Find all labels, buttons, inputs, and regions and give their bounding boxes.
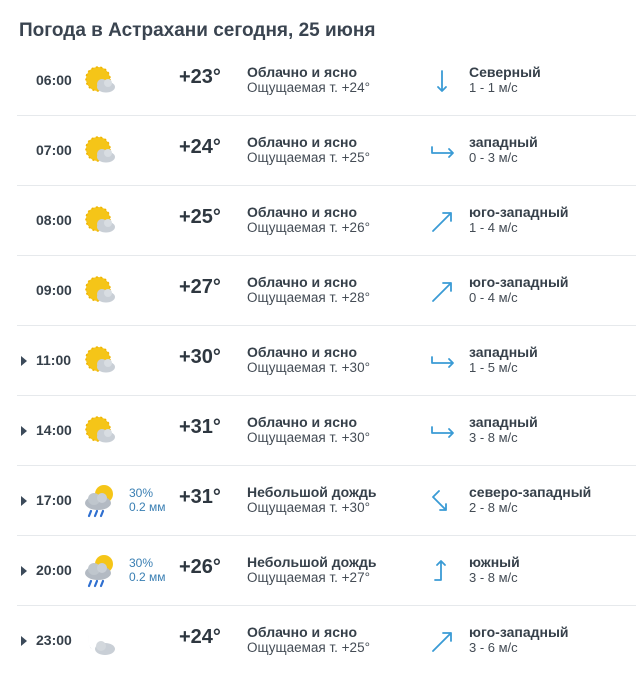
wind-arrow-right-icon <box>427 416 457 446</box>
precip-amount: 0.2 мм <box>129 570 166 584</box>
feels-like-text: Ощущаемая т. +26° <box>247 220 370 235</box>
expand-caret-icon[interactable] <box>21 566 27 576</box>
condition-text: Облачно и ясно <box>247 274 358 290</box>
forecast-row[interactable] <box>17 606 636 675</box>
forecast-time: 07:00 <box>36 142 72 158</box>
forecast-row[interactable] <box>17 536 636 606</box>
wind-arrow-up-right-icon <box>427 276 457 306</box>
wind-direction: юго-западный <box>469 204 569 220</box>
forecast-row <box>17 46 636 116</box>
partly-cloudy-sun-icon <box>81 342 119 380</box>
forecast-time: 20:00 <box>36 562 72 578</box>
expand-caret-icon[interactable] <box>21 426 27 436</box>
forecast-row <box>17 256 636 326</box>
temperature: +26° <box>179 556 221 578</box>
page-title: Погода в Астрахани сегодня, 25 июня <box>19 20 376 41</box>
forecast-time: 09:00 <box>36 282 72 298</box>
condition-text: Небольшой дождь <box>247 484 377 500</box>
forecast-time: 11:00 <box>36 352 72 368</box>
wind-direction: западный <box>469 344 538 360</box>
feels-like-text: Ощущаемая т. +24° <box>247 80 370 95</box>
forecast-time: 17:00 <box>36 492 72 508</box>
partly-cloudy-sun-icon <box>81 412 119 450</box>
forecast-time: 14:00 <box>36 422 72 438</box>
temperature: +31° <box>179 486 221 508</box>
wind-speed: 3 - 6 м/с <box>469 640 518 655</box>
feels-like-text: Ощущаемая т. +25° <box>247 150 370 165</box>
wind-direction: западный <box>469 134 538 150</box>
temperature: +24° <box>179 626 221 648</box>
wind-speed: 2 - 8 м/с <box>469 500 518 515</box>
wind-direction: юго-западный <box>469 274 569 290</box>
partly-cloudy-sun-icon <box>81 202 119 240</box>
temperature: +31° <box>179 416 221 438</box>
condition-text: Облачно и ясно <box>247 414 358 430</box>
wind-arrow-right-icon <box>427 136 457 166</box>
wind-speed: 3 - 8 м/с <box>469 570 518 585</box>
forecast-row <box>17 186 636 256</box>
wind-speed: 0 - 4 м/с <box>469 290 518 305</box>
feels-like-text: Ощущаемая т. +25° <box>247 640 370 655</box>
partly-cloudy-sun-icon <box>81 132 119 170</box>
wind-direction: западный <box>469 414 538 430</box>
feels-like-text: Ощущаемая т. +28° <box>247 290 370 305</box>
forecast-row[interactable] <box>17 466 636 536</box>
condition-text: Облачно и ясно <box>247 204 358 220</box>
temperature: +30° <box>179 346 221 368</box>
wind-direction: северо-западный <box>469 484 592 500</box>
condition-text: Небольшой дождь <box>247 554 377 570</box>
feels-like-text: Ощущаемая т. +30° <box>247 500 370 515</box>
condition-text: Облачно и ясно <box>247 344 358 360</box>
temperature: +23° <box>179 66 221 88</box>
wind-speed: 1 - 5 м/с <box>469 360 518 375</box>
wind-speed: 1 - 4 м/с <box>469 220 518 235</box>
precipitation-info <box>129 556 166 584</box>
forecast-row[interactable] <box>17 396 636 466</box>
wind-direction: южный <box>469 554 520 570</box>
forecast-time: 06:00 <box>36 72 72 88</box>
wind-speed: 3 - 8 м/с <box>469 430 518 445</box>
wind-arrow-down-icon <box>427 66 457 96</box>
feels-like-text: Ощущаемая т. +30° <box>247 360 370 375</box>
condition-text: Облачно и ясно <box>247 624 358 640</box>
wind-arrow-up-icon <box>427 556 457 586</box>
precip-probability: 30% <box>129 556 154 570</box>
rain-sun-cloud-icon <box>81 552 119 590</box>
precip-amount: 0.2 мм <box>129 500 166 514</box>
temperature: +25° <box>179 206 221 228</box>
wind-direction: юго-западный <box>469 624 569 640</box>
partly-cloudy-sun-icon <box>81 62 119 100</box>
precip-probability: 30% <box>129 486 154 500</box>
hourly-forecast-list <box>17 46 636 675</box>
temperature: +24° <box>179 136 221 158</box>
forecast-time: 23:00 <box>36 632 72 648</box>
precipitation-info <box>129 486 166 514</box>
condition-text: Облачно и ясно <box>247 134 358 150</box>
feels-like-text: Ощущаемая т. +27° <box>247 570 370 585</box>
moon-cloud-icon <box>81 622 119 660</box>
wind-arrow-up-right-icon <box>427 626 457 656</box>
wind-speed: 0 - 3 м/с <box>469 150 518 165</box>
condition-text: Облачно и ясно <box>247 64 358 80</box>
partly-cloudy-sun-icon <box>81 272 119 310</box>
wind-direction: Северный <box>469 64 541 80</box>
wind-arrow-down-left-icon <box>427 486 457 516</box>
forecast-time: 08:00 <box>36 212 72 228</box>
temperature: +27° <box>179 276 221 298</box>
wind-arrow-right-icon <box>427 346 457 376</box>
forecast-row <box>17 116 636 186</box>
rain-sun-cloud-icon <box>81 482 119 520</box>
wind-arrow-up-right-icon <box>427 206 457 236</box>
feels-like-text: Ощущаемая т. +30° <box>247 430 370 445</box>
expand-caret-icon[interactable] <box>21 636 27 646</box>
expand-caret-icon[interactable] <box>21 356 27 366</box>
expand-caret-icon[interactable] <box>21 496 27 506</box>
wind-speed: 1 - 1 м/с <box>469 80 518 95</box>
forecast-row[interactable] <box>17 326 636 396</box>
